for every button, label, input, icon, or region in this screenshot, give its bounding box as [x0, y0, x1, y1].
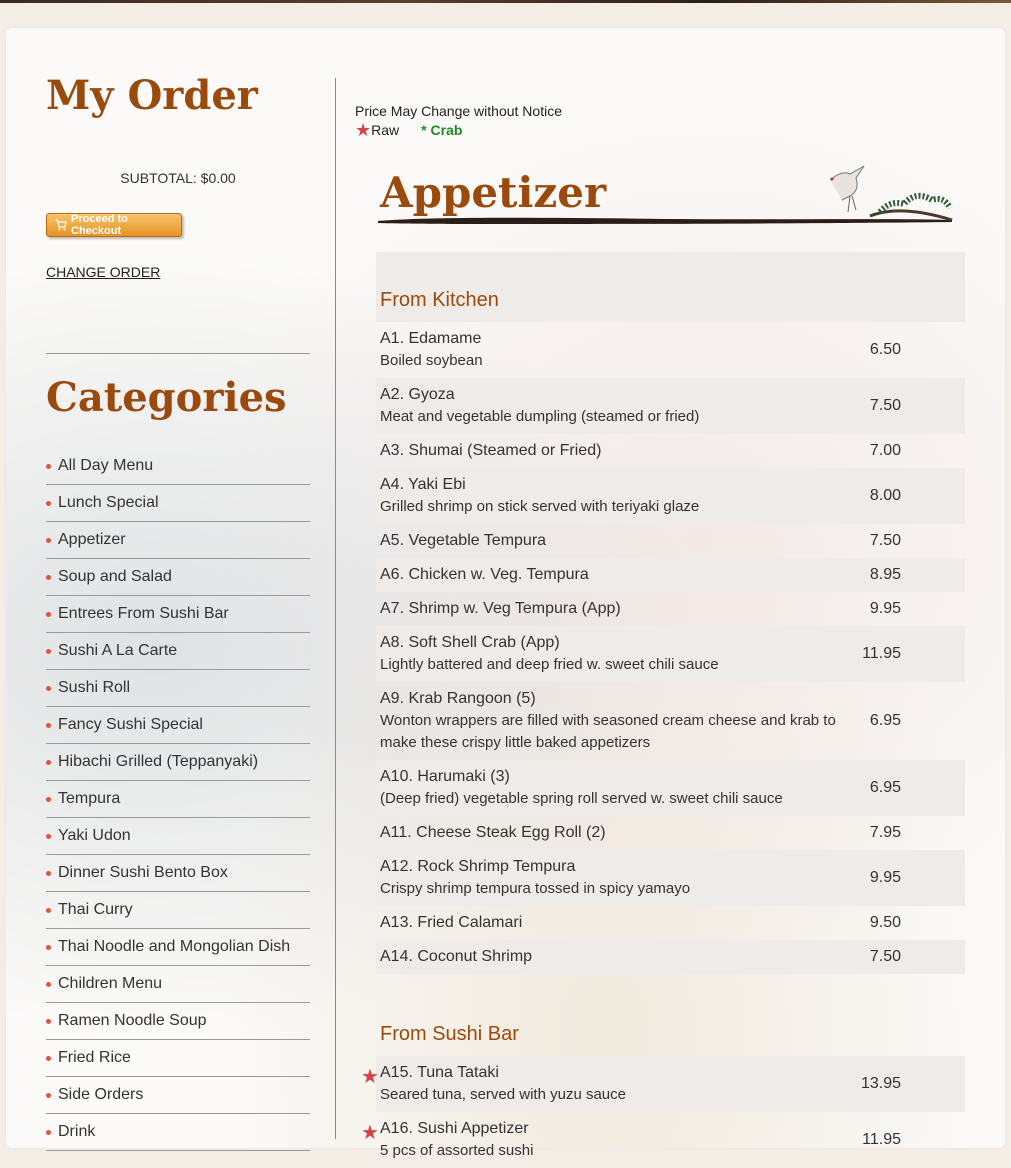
- legend: [355, 122, 462, 138]
- category-label: Thai Curry: [58, 901, 133, 918]
- item-name: A16. Sushi Appetizer: [380, 1120, 529, 1137]
- item-price: 11.95: [862, 1131, 901, 1148]
- bullet-icon: [46, 575, 51, 580]
- bullet-icon: [46, 871, 51, 876]
- item-name: A3. Shumai (Steamed or Fried): [380, 442, 602, 459]
- category-item[interactable]: [46, 559, 310, 596]
- raw-star-icon: ★: [361, 1122, 379, 1144]
- item-name: A9. Krab Rangoon (5): [380, 690, 536, 707]
- legend-raw: Raw: [371, 122, 400, 138]
- category-item[interactable]: [46, 781, 310, 818]
- bullet-icon: [46, 501, 51, 506]
- bullet-icon: [46, 908, 51, 913]
- menu-item-row[interactable]: [376, 940, 965, 974]
- menu-item-row[interactable]: [376, 626, 965, 682]
- change-order-link[interactable]: CHANGE ORDER: [46, 264, 161, 280]
- category-label: All Day Menu: [58, 457, 154, 474]
- left-divider: [46, 353, 310, 354]
- item-price: 7.50: [869, 532, 901, 549]
- category-item[interactable]: [46, 670, 310, 707]
- bullet-icon: [46, 834, 51, 839]
- item-name: A13. Fried Calamari: [380, 914, 523, 931]
- column-divider: [335, 78, 336, 1139]
- item-description: Crispy shrimp tempura tossed in spicy yamayo: [380, 880, 691, 897]
- menu-table: [361, 252, 965, 1168]
- item-name: A8. Soft Shell Crab (App): [380, 634, 560, 651]
- item-price: 9.50: [869, 914, 901, 931]
- item-price: 11.95: [862, 645, 901, 662]
- menu-item-row[interactable]: [376, 322, 965, 378]
- bullet-icon: [46, 686, 51, 691]
- category-item[interactable]: [46, 1003, 310, 1040]
- category-item[interactable]: [46, 818, 310, 855]
- item-description: Boiled soybean: [380, 352, 483, 369]
- category-item[interactable]: [46, 744, 310, 781]
- category-label: Fried Rice: [58, 1049, 131, 1066]
- menu-item-row[interactable]: [376, 682, 965, 760]
- category-item[interactable]: [46, 448, 310, 485]
- subsection-header: [376, 974, 965, 1056]
- category-label: Drink: [58, 1123, 96, 1140]
- checkout-label: Proceed to Checkout: [71, 213, 128, 237]
- category-item[interactable]: [46, 1077, 310, 1114]
- category-label: Yaki Udon: [58, 827, 131, 844]
- category-item[interactable]: [46, 855, 310, 892]
- item-description: Meat and vegetable dumpling (steamed or fried): [380, 408, 700, 425]
- category-label: Tempura: [58, 790, 121, 807]
- item-price: 7.00: [869, 442, 901, 459]
- item-description: (Deep fried) vegetable spring roll served w. sweet chili sauce: [380, 790, 783, 807]
- category-label: Dinner Sushi Bento Box: [58, 864, 228, 881]
- item-description: Lightly battered and deep fried w. sweet chili sauce: [380, 656, 719, 673]
- menu-item-row[interactable]: [376, 906, 965, 940]
- category-label: Children Menu: [58, 975, 163, 992]
- raw-star-icon: ★: [355, 120, 372, 140]
- menu-item-row[interactable]: [376, 558, 965, 592]
- category-label: Sushi Roll: [58, 679, 131, 696]
- category-item[interactable]: [46, 892, 310, 929]
- category-label: Side Orders: [58, 1086, 144, 1103]
- proceed-to-checkout-button[interactable]: [46, 213, 182, 237]
- bullet-icon: [46, 760, 51, 765]
- item-price: 6.95: [869, 712, 901, 729]
- crane-pine-illustration: [820, 160, 954, 226]
- category-label: Sushi A La Carte: [58, 642, 178, 659]
- item-name: A7. Shrimp w. Veg Tempura (App): [380, 600, 621, 617]
- category-label: Lunch Special: [58, 494, 159, 511]
- item-price: 9.95: [869, 869, 901, 886]
- item-name: A11. Cheese Steak Egg Roll (2): [380, 824, 606, 841]
- menu-item-row[interactable]: [376, 378, 965, 434]
- bullet-icon: [46, 649, 51, 654]
- item-name: A10. Harumaki (3): [380, 768, 510, 785]
- cart-icon: [55, 219, 67, 231]
- category-item[interactable]: [46, 1114, 310, 1151]
- bullet-icon: [46, 1093, 51, 1098]
- category-item[interactable]: [46, 522, 310, 559]
- top-banner: [0, 0, 1011, 3]
- menu-item-row[interactable]: [376, 760, 965, 816]
- bullet-icon: [46, 1130, 51, 1135]
- category-label: Ramen Noodle Soup: [58, 1012, 207, 1029]
- menu-item-row[interactable]: [376, 524, 965, 558]
- item-price: 6.50: [869, 341, 901, 358]
- category-list: [46, 448, 310, 1151]
- categories-title: Categories: [46, 374, 287, 421]
- item-price: 8.95: [869, 566, 901, 583]
- menu-item-row[interactable]: [376, 816, 965, 850]
- item-name: A14. Coconut Shrimp: [380, 948, 533, 965]
- menu-item-row[interactable]: [376, 1056, 965, 1112]
- item-name: A1. Edamame: [380, 330, 482, 347]
- menu-item-row[interactable]: [376, 592, 965, 626]
- category-item[interactable]: [46, 485, 310, 522]
- bullet-icon: [46, 1056, 51, 1061]
- item-price: 13.95: [860, 1075, 901, 1092]
- subsection-header: [376, 252, 965, 322]
- item-name: A5. Vegetable Tempura: [380, 532, 547, 549]
- bullet-icon: [46, 464, 51, 469]
- raw-star-icon: ★: [361, 1066, 379, 1088]
- category-label: Entrees From Sushi Bar: [58, 605, 229, 622]
- subsection-title: From Sushi Bar: [380, 1023, 519, 1045]
- category-label: Appetizer: [58, 531, 126, 548]
- menu-item-row[interactable]: [376, 468, 965, 524]
- bullet-icon: [46, 1019, 51, 1024]
- bullet-icon: [46, 982, 51, 987]
- category-item[interactable]: [46, 1040, 310, 1077]
- item-price: 7.95: [869, 824, 901, 841]
- menu-item-row[interactable]: [376, 434, 965, 468]
- bullet-icon: [46, 612, 51, 617]
- bullet-icon: [46, 538, 51, 543]
- legend-crab: * Crab: [421, 122, 463, 138]
- item-name: A4. Yaki Ebi: [380, 476, 466, 493]
- category-item[interactable]: [46, 596, 310, 633]
- item-name: A12. Rock Shrimp Tempura: [380, 858, 576, 875]
- section-title: Appetizer: [380, 168, 607, 217]
- bullet-icon: [46, 945, 51, 950]
- item-price: 7.50: [869, 948, 901, 965]
- subsection-title: From Kitchen: [380, 289, 499, 311]
- category-item[interactable]: [46, 929, 310, 966]
- menu-item-row[interactable]: [376, 850, 965, 906]
- item-price: 9.95: [869, 600, 901, 617]
- bullet-icon: [46, 797, 51, 802]
- category-label: Soup and Salad: [58, 568, 172, 585]
- my-order-title: My Order: [46, 72, 258, 119]
- category-label: Hibachi Grilled (Teppanyaki): [58, 753, 259, 770]
- price-notice: Price May Change without Notice: [355, 103, 562, 119]
- item-name: A15. Tuna Tataki: [380, 1064, 499, 1081]
- category-item[interactable]: [46, 633, 310, 670]
- item-price: 6.95: [869, 779, 901, 796]
- item-price: 8.00: [869, 487, 901, 504]
- item-name: A2. Gyoza: [380, 386, 455, 403]
- category-item[interactable]: [46, 707, 310, 744]
- item-description: Grilled shrimp on stick served with teriyaki glaze: [380, 498, 700, 515]
- subtotal: SUBTOTAL: $0.00: [120, 170, 236, 186]
- item-description: Wonton wrappers are filled with seasoned cream cheese and krab to make these crispy little baked appetizers: [380, 712, 836, 751]
- item-name: A6. Chicken w. Veg. Tempura: [380, 566, 589, 583]
- bullet-icon: [46, 723, 51, 728]
- category-label: Fancy Sushi Special: [58, 716, 203, 733]
- item-description: Seared tuna, served with yuzu sauce: [380, 1086, 626, 1103]
- category-item[interactable]: [46, 966, 310, 1003]
- item-description: 5 pcs of assorted sushi: [380, 1142, 534, 1159]
- menu-item-row[interactable]: [376, 1112, 965, 1168]
- item-price: 7.50: [869, 397, 901, 414]
- category-label: Thai Noodle and Mongolian Dish: [58, 938, 291, 955]
